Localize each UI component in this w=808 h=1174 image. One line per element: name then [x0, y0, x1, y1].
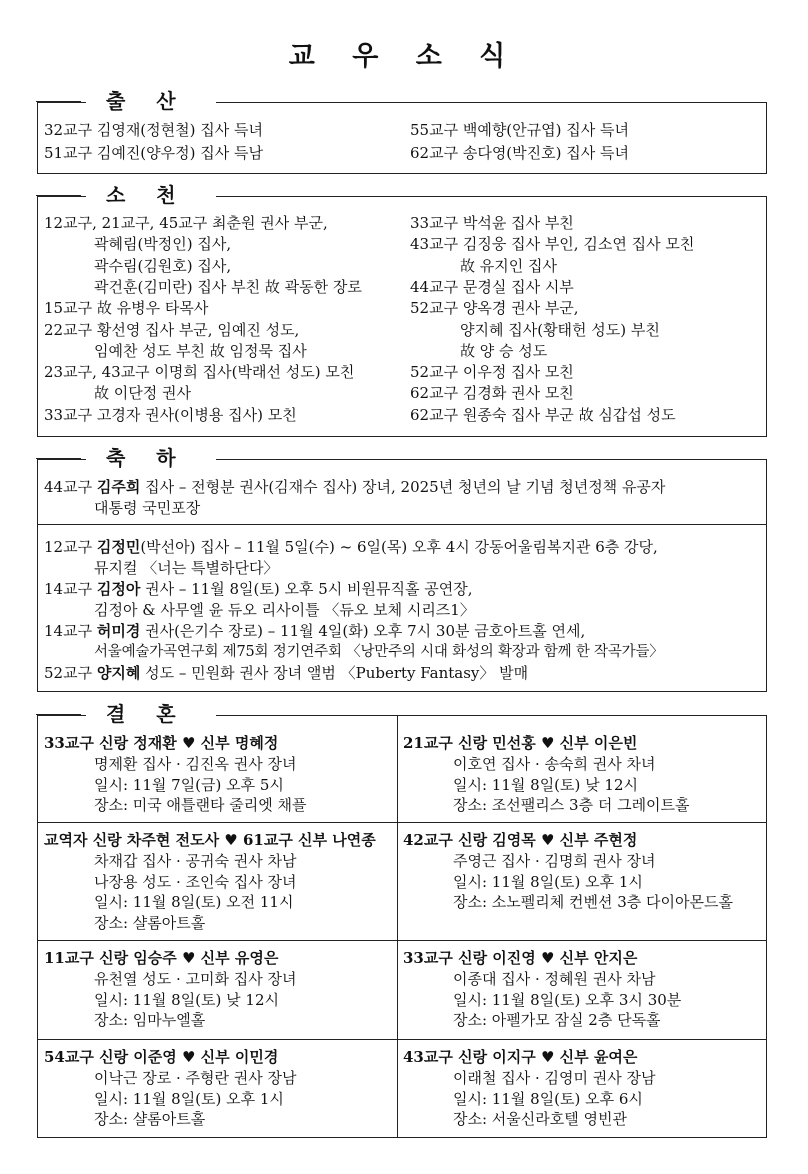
- funeral-item: 52교구 이우정 집사 모친: [410, 363, 574, 382]
- wedding-title: 54교구 신랑 이준영 ♥ 신부 이민경: [44, 1048, 279, 1066]
- divider: [397, 716, 398, 1137]
- congrats-name: 김정민: [96, 538, 141, 556]
- wedding-detail: 장소: 아펠가모 잠실 2층 단독홀: [453, 1011, 661, 1029]
- funeral-item: 33교구 박석윤 집사 부친: [410, 214, 574, 232]
- funeral-item: 곽건훈(김미란) 집사 부친 故 곽동한 장로: [94, 277, 362, 296]
- funeral-item: 곽혜림(박정인) 집사,: [94, 235, 232, 254]
- wedding-detail: 일시: 11월 8일(토) 오후 6시: [453, 1089, 643, 1108]
- congrats-name: 허미경: [96, 622, 141, 640]
- congrats-prefix: 52교구: [44, 664, 97, 682]
- wedding-title: 33교구 신랑 정재환 ♥ 신부 명혜정: [44, 734, 279, 752]
- funeral-item: 15교구 故 유병우 타목사: [44, 299, 209, 318]
- funeral-section: [37, 183, 767, 437]
- wedding-detail: 일시: 11월 7일(금) 오후 5시: [94, 775, 284, 794]
- congrats-item: [44, 537, 658, 558]
- wedding-detail: 일시: 11월 8일(토) 오전 11시: [94, 893, 294, 911]
- funeral-item: 故 이단정 권사: [94, 384, 191, 403]
- wedding-detail: 이낙근 장로 · 주형란 권사 장남: [94, 1069, 297, 1087]
- funeral-item: 임예찬 성도 부친 故 임정묵 집사: [94, 341, 307, 360]
- congrats-item-cont: 뮤지컬 〈너는 특별하단다〉: [94, 559, 279, 577]
- wedding-title: 33교구 신랑 이진영 ♥ 신부 안지은: [403, 949, 638, 967]
- congrats-prefix: 12교구: [44, 538, 97, 556]
- wedding-detail: 장소: 소노펠리체 컨벤션 3층 다이아몬드홀: [453, 893, 734, 911]
- wedding-detail: 일시: 11월 8일(토) 낮 12시: [94, 990, 279, 1009]
- page-title: 교 우 소 식: [288, 41, 520, 72]
- funeral-item: 33교구 고경자 권사(이병용 집사) 모친: [44, 405, 297, 424]
- birth-section: [37, 89, 767, 174]
- divider: [38, 524, 766, 525]
- wedding-detail: 이호연 집사 · 송숙희 권사 차녀: [453, 755, 656, 773]
- wedding-detail: 이래철 집사 · 김영미 권사 장남: [453, 1069, 656, 1087]
- congrats-prefix: 44교구: [44, 478, 97, 496]
- funeral-item: 곽수림(김원호) 집사,: [94, 256, 232, 275]
- birth-item: 55교구 백예향(안규엽) 집사 득녀: [410, 121, 629, 139]
- wedding-title: 43교구 신랑 이지구 ♥ 신부 윤여은: [403, 1048, 638, 1066]
- funeral-item: 故 유지인 집사: [460, 256, 557, 275]
- wedding-detail: 일시: 11월 8일(토) 오후 3시 30분: [453, 990, 682, 1009]
- congrats-prefix: 14교구: [44, 622, 97, 640]
- funeral-item: 43교구 김징웅 집사 부인, 김소연 집사 모친: [410, 235, 695, 254]
- divider: [38, 822, 766, 823]
- congrats-item: [44, 621, 585, 642]
- congrats-item-cont: 김정아 & 사무엘 윤 듀오 리사이틀 〈듀오 보체 시리즈1〉: [94, 601, 475, 619]
- wedding-title: 21교구 신랑 민선홍 ♥ 신부 이은빈: [403, 734, 638, 752]
- congrats-item: [44, 579, 472, 600]
- wedding-title: 교역자 신랑 차주현 전도사 ♥ 61교구 신부 나연종: [44, 831, 376, 849]
- wedding-detail: 이종대 집사 · 정혜원 권사 차남: [453, 970, 656, 988]
- wedding-detail: 나장용 성도 · 조인숙 집사 장녀: [94, 872, 297, 891]
- congrats-text: 권사 – 11월 8일(토) 오후 5시 비원뮤직홀 공연장,: [140, 580, 473, 598]
- divider: [38, 1039, 766, 1040]
- wedding-detail: 장소: 조선팰리스 3층 더 그레이트홀: [453, 796, 690, 814]
- congrats-item: [44, 477, 665, 498]
- funeral-item: 52교구 양옥경 권사 부군,: [410, 299, 579, 318]
- congrats-item-cont: 대통령 국민포장: [94, 499, 201, 517]
- birth-item: 62교구 송다영(박진호) 집사 득녀: [410, 144, 629, 162]
- funeral-item: 故 양 승 성도: [460, 341, 548, 360]
- congrats-prefix: 14교구: [44, 580, 97, 598]
- congrats-text: (박선아) 집사 – 11월 5일(수) ~ 6일(목) 오후 4시 강동어울림복지관 6층 강당,: [140, 538, 658, 556]
- congrats-name: 김주희: [96, 478, 141, 496]
- wedding-detail: 일시: 11월 8일(토) 오후 1시: [94, 1089, 284, 1108]
- wedding-detail: 장소: 서울신라호텔 영빈관: [453, 1110, 627, 1128]
- wedding-detail: 장소: 미국 애틀랜타 줄리엣 채플: [94, 796, 307, 814]
- wedding-title: 11교구 신랑 임승주 ♥ 신부 유영은: [44, 949, 279, 967]
- wedding-detail: 일시: 11월 8일(토) 오후 1시: [453, 872, 643, 891]
- funeral-heading: 소 천: [86, 183, 216, 207]
- wedding-detail: 명제환 집사 · 김진옥 권사 장녀: [94, 755, 297, 773]
- funeral-item: 12교구, 21교구, 45교구 최춘원 권사 부군,: [44, 214, 328, 232]
- congrats-text: 집사 – 전형분 권사(김재수 집사) 장녀, 2025년 청년의 날 기념 청년정책 유공자: [140, 478, 666, 496]
- divider: [38, 940, 766, 941]
- wedding-heading: 결 혼: [86, 702, 216, 726]
- funeral-item: 23교구, 43교구 이명희 집사(박래선 성도) 모친: [44, 363, 355, 382]
- congrats-heading: 축 하: [86, 446, 216, 470]
- wedding-detail: 주영근 집사 · 김명희 권사 장녀: [453, 852, 656, 870]
- congrats-name: 양지혜: [96, 664, 141, 682]
- wedding-detail: 장소: 샬롬아트홀: [94, 1110, 206, 1128]
- wedding-title: 42교구 신랑 김영목 ♥ 신부 주현정: [403, 831, 638, 849]
- wedding-detail: 장소: 임마누엘홀: [94, 1011, 206, 1029]
- birth-item: 32교구 김영재(정현철) 집사 득녀: [44, 121, 263, 139]
- funeral-item: 22교구 황선영 집사 부군, 임예진 성도,: [44, 320, 300, 339]
- congrats-text: 성도 – 민원화 권사 장녀 앨범 〈Puberty Fantasy〉 발매: [140, 664, 529, 682]
- congrats-item-cont: 서울예술가곡연구회 제75회 정기연주회 〈낭만주의 시대 화성의 확장과 함께 한 작곡가들〉: [94, 644, 664, 660]
- funeral-item: 62교구 김경화 권사 모친: [410, 384, 574, 403]
- wedding-detail: 일시: 11월 8일(토) 낮 12시: [453, 775, 638, 794]
- congrats-section: [37, 446, 767, 692]
- congrats-item: [44, 663, 528, 684]
- birth-item: 51교구 김예진(양우정) 집사 득남: [44, 144, 263, 162]
- wedding-detail: 장소: 샬롬아트홀: [94, 913, 206, 932]
- birth-heading: 출 산: [86, 89, 216, 113]
- congrats-name: 김정아: [96, 580, 141, 598]
- funeral-item: 44교구 문경실 집사 시부: [410, 277, 574, 296]
- funeral-item: 양지혜 집사(황태헌 성도) 부친: [460, 320, 660, 339]
- congrats-text: 권사(은기수 장로) – 11월 4일(화) 오후 7시 30분 금호아트홀 연세,: [140, 622, 586, 640]
- wedding-section: [37, 702, 767, 1138]
- funeral-item: 62교구 원종숙 집사 부군 故 심갑섭 성도: [410, 405, 676, 424]
- wedding-detail: 유천열 성도 · 고미화 집사 장녀: [94, 970, 297, 988]
- wedding-detail: 차재갑 집사 · 공귀숙 권사 차남: [94, 852, 297, 870]
